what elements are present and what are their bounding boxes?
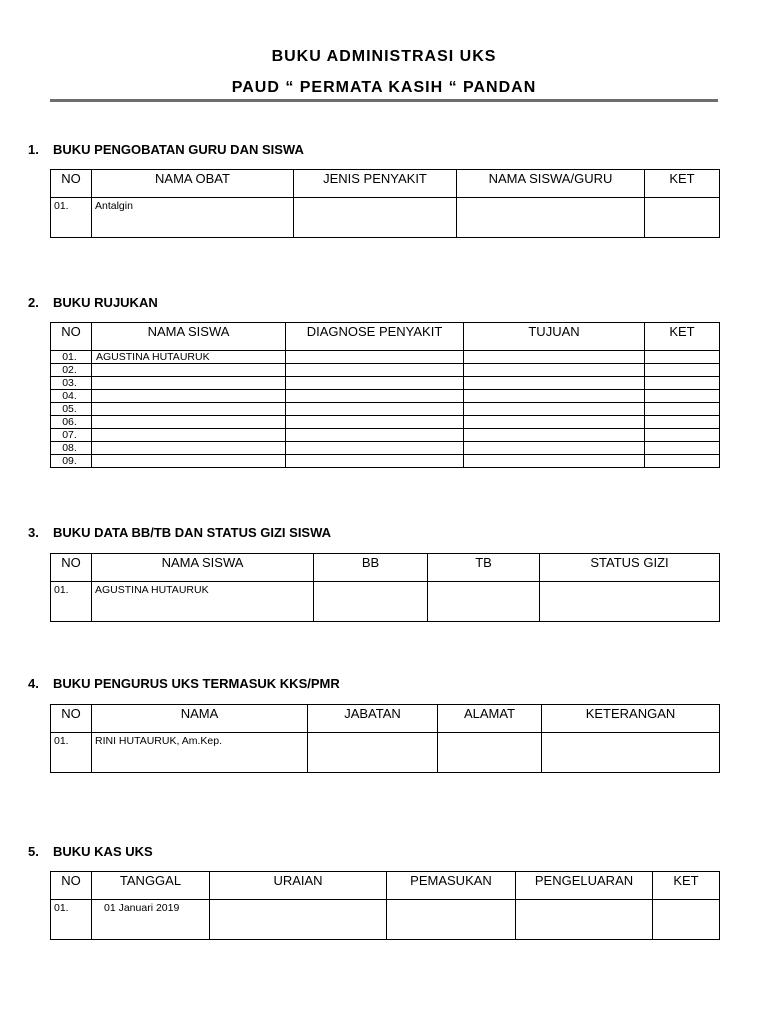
column-header: TUJUAN (464, 323, 645, 351)
table-cell (438, 733, 542, 773)
table-cell (92, 390, 286, 403)
table-cell (464, 390, 645, 403)
table-cell (516, 900, 653, 940)
section-number: 4. (28, 676, 39, 691)
rujukan-table (50, 322, 720, 468)
column-header: NAMA SISWA (92, 554, 314, 582)
table-row (51, 582, 720, 622)
column-header: NO (51, 323, 92, 351)
pengurus-table (50, 704, 720, 773)
document-title: BUKU ADMINISTRASI UKS (271, 48, 497, 65)
table-cell (92, 442, 286, 455)
table-cell (653, 900, 720, 940)
table-row (51, 429, 720, 442)
table-cell (286, 455, 464, 468)
table-cell: 01. (51, 733, 92, 773)
section-2-heading (28, 295, 158, 310)
table-cell: 02. (51, 364, 92, 377)
column-header: NAMA OBAT (92, 170, 294, 198)
table-cell (294, 198, 457, 238)
table-row (51, 733, 720, 773)
table-row (51, 442, 720, 455)
table-cell (92, 455, 286, 468)
table-cell (92, 403, 286, 416)
table-row (51, 390, 720, 403)
table-cell: 08. (51, 442, 92, 455)
table-cell (645, 403, 720, 416)
table-cell (645, 198, 720, 238)
column-header: NAMA SISWA/GURU (457, 170, 645, 198)
kas-table (50, 871, 720, 940)
table-cell (645, 442, 720, 455)
table-cell: 04. (51, 390, 92, 403)
table-cell (92, 377, 286, 390)
table-cell (308, 733, 438, 773)
document-subtitle: PAUD “ PERMATA KASIH “ PANDAN (231, 79, 537, 96)
table-cell (286, 377, 464, 390)
table-cell (286, 416, 464, 429)
table-cell (542, 733, 720, 773)
table-cell: 06. (51, 416, 92, 429)
table-cell (464, 351, 645, 364)
column-header: URAIAN (210, 872, 387, 900)
table-row (51, 364, 720, 377)
bbtb-table (50, 553, 720, 622)
table-cell (645, 429, 720, 442)
table-cell (92, 416, 286, 429)
table-row (51, 351, 720, 364)
table-cell (645, 364, 720, 377)
table-row (51, 900, 720, 940)
table-cell (314, 582, 428, 622)
table-cell (645, 390, 720, 403)
section-title: BUKU PENGURUS UKS TERMASUK KKS/PMR (53, 676, 340, 691)
table-cell (464, 403, 645, 416)
table-cell: 01. (51, 582, 92, 622)
section-title: BUKU KAS UKS (53, 844, 153, 859)
table-cell (286, 403, 464, 416)
section-title: BUKU RUJUKAN (53, 295, 158, 310)
table-cell (286, 351, 464, 364)
table-cell (464, 364, 645, 377)
table-row (51, 403, 720, 416)
table-cell: AGUSTINA HUTAURUK (92, 582, 314, 622)
table-cell: RINI HUTAURUK, Am.Kep. (92, 733, 308, 773)
table-cell (464, 455, 645, 468)
column-header: NO (51, 170, 92, 198)
table-cell (92, 429, 286, 442)
table-cell: 09. (51, 455, 92, 468)
section-1-heading (28, 142, 304, 157)
pengobatan-table (50, 169, 720, 238)
column-header: NO (51, 872, 92, 900)
column-header: TB (428, 554, 540, 582)
table-cell: 01 Januari 2019 (92, 900, 210, 940)
table-cell: 03. (51, 377, 92, 390)
column-header: JENIS PENYAKIT (294, 170, 457, 198)
column-header: NO (51, 554, 92, 582)
table-cell: 01. (51, 900, 92, 940)
table-cell: AGUSTINA HUTAURUK (92, 351, 286, 364)
table-cell (286, 442, 464, 455)
column-header: JABATAN (308, 705, 438, 733)
table-cell (464, 442, 645, 455)
table-cell: 01. (51, 351, 92, 364)
table-cell (540, 582, 720, 622)
table-cell: Antalgin (92, 198, 294, 238)
section-4-heading (28, 676, 340, 691)
column-header: TANGGAL (92, 872, 210, 900)
column-header: ALAMAT (438, 705, 542, 733)
table-cell (428, 582, 540, 622)
section-5-heading (28, 844, 153, 859)
table-cell (645, 351, 720, 364)
column-header: NAMA (92, 705, 308, 733)
column-header: DIAGNOSE PENYAKIT (286, 323, 464, 351)
section-number: 3. (28, 525, 39, 540)
header-divider (50, 99, 718, 102)
table-cell (464, 416, 645, 429)
table-row (51, 455, 720, 468)
column-header: KET (653, 872, 720, 900)
column-header: KET (645, 323, 720, 351)
table-cell: 07. (51, 429, 92, 442)
table-cell (464, 377, 645, 390)
table-cell (92, 364, 286, 377)
column-header: NO (51, 705, 92, 733)
table-row (51, 198, 720, 238)
section-title: BUKU PENGOBATAN GURU DAN SISWA (53, 142, 304, 157)
column-header: KETERANGAN (542, 705, 720, 733)
section-title: BUKU DATA BB/TB DAN STATUS GIZI SISWA (53, 525, 332, 540)
table-cell (645, 377, 720, 390)
table-cell (210, 900, 387, 940)
section-number: 1. (28, 142, 39, 157)
table-cell (645, 455, 720, 468)
column-header: PEMASUKAN (387, 872, 516, 900)
section-3-heading (28, 525, 331, 540)
table-cell: 05. (51, 403, 92, 416)
table-row (51, 377, 720, 390)
table-cell (286, 429, 464, 442)
table-cell (286, 364, 464, 377)
column-header: BB (314, 554, 428, 582)
section-number: 5. (28, 844, 39, 859)
column-header: STATUS GIZI (540, 554, 720, 582)
column-header: KET (645, 170, 720, 198)
table-cell (645, 416, 720, 429)
column-header: NAMA SISWA (92, 323, 286, 351)
table-cell (464, 429, 645, 442)
column-header: PENGELUARAN (516, 872, 653, 900)
table-cell (286, 390, 464, 403)
table-cell: 01. (51, 198, 92, 238)
table-cell (457, 198, 645, 238)
section-number: 2. (28, 295, 39, 310)
table-row (51, 416, 720, 429)
table-cell (387, 900, 516, 940)
